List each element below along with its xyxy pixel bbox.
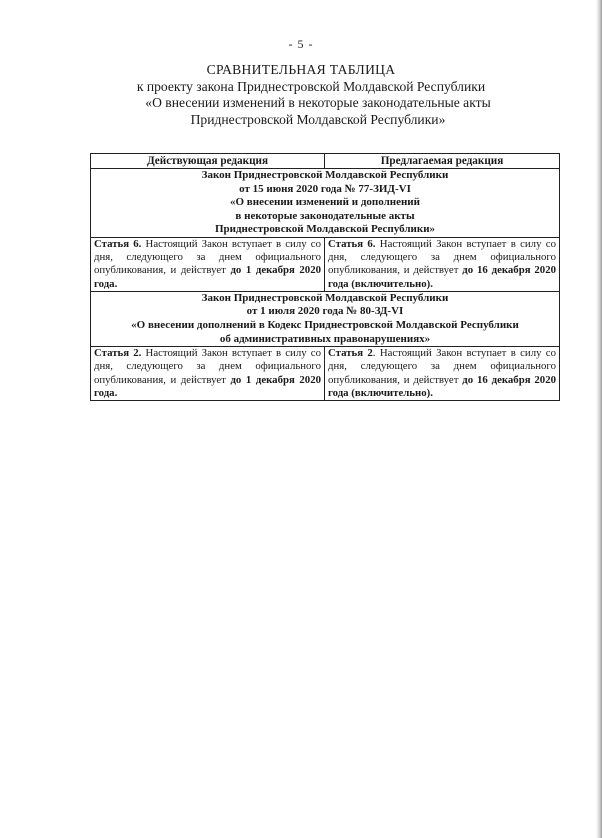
proposed-article-cell (325, 237, 560, 291)
law-header-row (91, 291, 560, 346)
heading-subtitle-line: к проекту закона Приднестровской Молдавской Республики (136, 78, 486, 94)
column-header-current: Действующая редакция (91, 154, 325, 169)
article-deadline: до 16 декабря 2020 года (включительно). (328, 373, 556, 399)
column-header-proposed: Предлагаемая редакция (325, 154, 560, 169)
heading-subtitle-line: «О внесении изменений в некоторые законодательные акты (145, 95, 491, 110)
article-text: . Настоящий Закон вступает в силу со дня, следующего за днем официального опубликования, и действует (328, 347, 557, 386)
law-header-line: Закон Приднестровской Молдавской Республики (201, 291, 449, 304)
article-text: Настоящий Закон вступает в силу со дня, следующего за днем официального опубликования, и действует (94, 237, 321, 277)
article-text: Настоящий Закон вступает в силу со дня, следующего за днем официального опубликования, и действует (94, 347, 321, 386)
law-header-line: об административных правонарушениях» (219, 332, 431, 345)
heading-title: СРАВНИТЕЛЬНАЯ ТАБЛИЦА (206, 62, 396, 77)
law-header-row (91, 169, 560, 238)
law-header-line: от 15 июня 2020 года № 77-ЗИД-VI (239, 182, 411, 195)
law-header-line: «О внесении изменений и дополнений (230, 196, 420, 209)
table-header-row (91, 154, 560, 169)
article-label: Статья 6. (328, 237, 376, 250)
law-header-line: «О внесении дополнений в Кодекс Приднестровской Молдавской Республики (131, 318, 519, 331)
article-label: Статья 2 (328, 347, 373, 360)
article-label: Статья 2. (94, 347, 142, 360)
law-header-cell (91, 169, 560, 238)
law-header-line: Закон Приднестровской Молдавской Республики (201, 169, 449, 181)
article-text: Настоящий Закон вступает в силу со дня, следующего за днем официального опубликования, и действует (328, 237, 556, 277)
article-deadline: до 16 декабря 2020 года (включительно). (328, 264, 556, 290)
document-heading (0, 62, 602, 128)
article-label: Статья 6. (94, 237, 142, 250)
heading-subtitle-line: Приднестровской Молдавской Республики» (190, 111, 446, 127)
current-article-cell (91, 347, 325, 401)
article-deadline: до 1 декабря 2020 года. (94, 264, 321, 290)
comparison-table (90, 153, 560, 401)
current-article-cell (91, 237, 325, 291)
proposed-article-cell (325, 347, 560, 401)
law-header-line: в некоторые законодательные акты (235, 209, 415, 222)
law-header-line: Приднестровской Молдавской Республики» (214, 223, 436, 236)
article-row (91, 347, 560, 401)
law-header-line: от 1 июля 2020 года № 80-ЗД-VI (246, 305, 404, 318)
law-header-cell (91, 291, 560, 346)
article-row (91, 237, 560, 291)
article-deadline: до 1 декабря 2020 года. (94, 373, 321, 399)
page-number: - 5 - (288, 37, 314, 51)
